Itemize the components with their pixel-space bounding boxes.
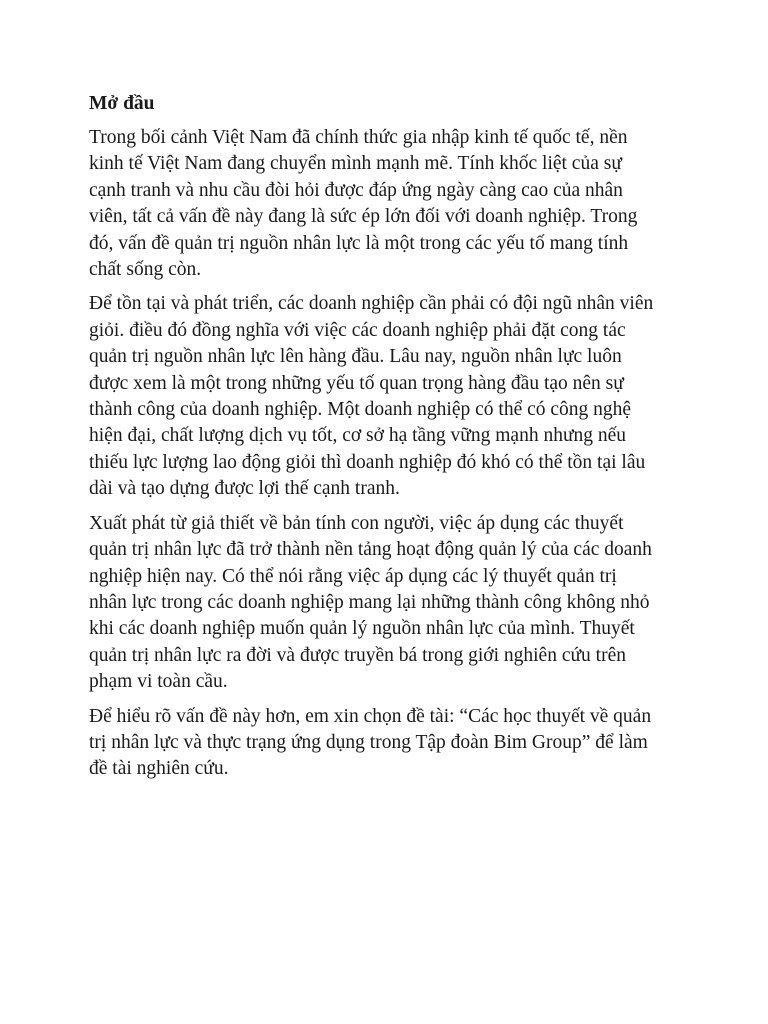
paragraph-line: thiếu lực lượng lao động giỏi thì doanh nghiệp đó khó có thể tồn tại lâu [89, 451, 646, 473]
paragraph-line: đó, vấn đề quản trị nguồn nhân lực là một trong các yếu tố mang tính [89, 232, 629, 254]
paragraph-line: hiện đại, chất lượng dịch vụ tốt, cơ sở hạ tầng vững mạnh nhưng nếu [89, 425, 627, 447]
paragraph-1 [89, 125, 681, 283]
paragraph-3 [89, 511, 681, 696]
paragraph-line: quản trị nguồn nhân lực lên hàng đầu. Lâu nay, nguồn nhân lực luôn [89, 346, 622, 368]
paragraph-line: giỏi. điều đó đồng nghĩa với việc các doanh nghiệp phải đặt cong tác [89, 319, 626, 341]
paragraph-line: viên, tất cả vấn đề này đang là sức ép lớn đối với doanh nghiệp. Trong [89, 206, 638, 228]
document-page [89, 91, 681, 791]
paragraph-line: nghiệp hiện nay. Có thể nói rằng việc áp dụng các lý thuyết quản trị [89, 565, 617, 587]
paragraph-line: dài và tạo dựng được lợi thế cạnh tranh. [89, 478, 400, 500]
paragraph-line: Để hiểu rõ vấn đề này hơn, em xin chọn đề tài: “Các học thuyết về quản [89, 705, 652, 727]
paragraph-line: quản trị nhân lực đã trở thành nền tảng hoạt động quản lý của các doanh [89, 539, 652, 561]
paragraph-line: kinh tế Việt Nam đang chuyển mình mạnh mẽ. Tính khốc liệt của sự [89, 153, 622, 175]
paragraph-line: Để tồn tại và phát triển, các doanh nghiệp cần phải có đội ngũ nhân viên [89, 293, 654, 315]
document-heading: Mở đầu [89, 93, 155, 114]
paragraph-line: được xem là một trong những yếu tố quan trọng hàng đầu tạo nên sự [89, 372, 624, 394]
paragraph-line: thành công của doanh nghiệp. Một doanh nghiệp có thể có công nghệ [89, 399, 632, 421]
paragraph-line: Trong bối cảnh Việt Nam đã chính thức gia nhập kinh tế quốc tế, nền [89, 127, 628, 148]
paragraph-line: cạnh tranh và nhu cầu đòi hỏi được đáp ứng ngày càng cao của nhân [89, 179, 623, 201]
paragraph-4 [89, 704, 681, 783]
paragraph-line: quản trị nhân lực ra đời và được truyền bá trong giới nghiên cứu trên [89, 644, 626, 666]
paragraph-line: phạm vi toàn cầu. [89, 671, 228, 693]
paragraph-2 [89, 291, 681, 502]
paragraph-line: trị nhân lực và thực trạng ứng dụng trong Tập đoàn Bim Group” để làm [89, 731, 648, 753]
paragraph-line: đề tài nghiên cứu. [89, 758, 229, 780]
paragraph-line: chất sống còn. [89, 259, 202, 281]
paragraph-line: khi các doanh nghiệp muốn quản lý nguồn nhân lực của mình. Thuyết [89, 618, 635, 640]
paragraph-line: Xuất phát từ giả thiết về bản tính con người, việc áp dụng các thuyết [89, 512, 624, 534]
paragraph-line: nhân lực trong các doanh nghiệp mang lại những thành công không nhỏ [89, 591, 650, 613]
